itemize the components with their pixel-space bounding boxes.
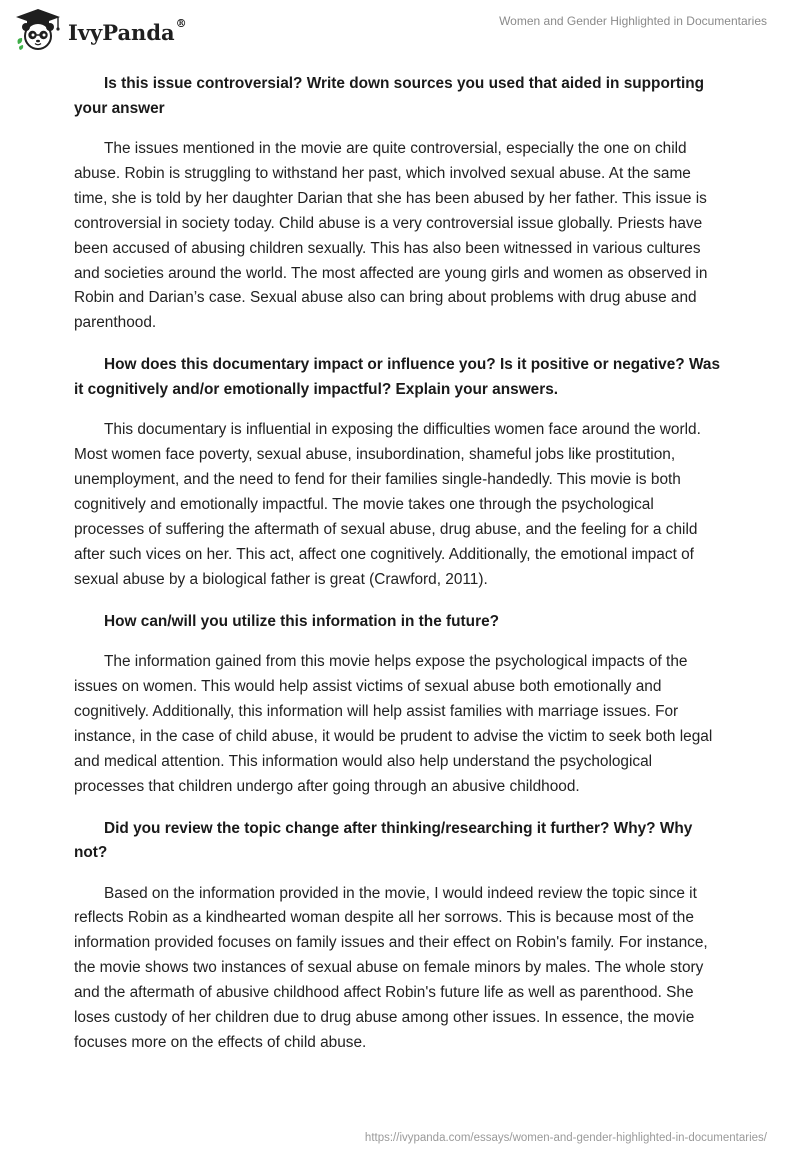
question-heading: Is this issue controversial? Write down sources you used that aided in supporting your answer	[74, 75, 705, 117]
panda-graduate-icon	[14, 8, 62, 52]
source-url[interactable]: https://ivypanda.com/essays/women-and-gender-highlighted-in-documentaries/	[364, 1132, 767, 1144]
answer-paragraph: This documentary is influential in exposing the difficulties women face around the world. Most women face poverty, sexual abuse, insubordination, shameful jobs like prostitution, unemployment, and the need to fend for their families single-handedly. This movie is both cognitively and emotionally impactful. The movie takes one through the psychological processes of suffering the aftermath of sexual abuse, drug abuse, and the feeling for a child after such vices on her. This act, affect one cognitively. Additionally, the emotional impact of sexual abuse by a biological father is great (Crawford, 2011).	[74, 421, 701, 588]
question-heading: Did you review the topic change after thinking/researching it further? Why? Why not?	[74, 819, 693, 862]
page-header	[0, 0, 800, 64]
question-heading: How does this documentary impact or influence you? Is it positive or negative? Was it cognitively and/or emotionally impactful? Explain your answers.	[74, 356, 721, 398]
question-heading: How can/will you utilize this information in the future?	[104, 612, 500, 630]
answer-paragraph: Based on the information provided in the movie, I would indeed review the topic since it reflects Robin as a kindhearted woman despite all her sorrows. This is because most of the information provided focuses on family issues and their effect on Robin's family. For instance, the movie shows two instances of sexual abuse on female minors by males. The whole story and the aftermath of abusive childhood affect Robin's future life as well as parenthood. She loses custody of her children due to drug abuse among other issues. In essence, the movie focuses more on the effects of child abuse.	[74, 884, 708, 1051]
ivypanda-logo[interactable]	[14, 8, 187, 52]
registered-mark: ®	[175, 16, 187, 30]
answer-paragraph: The information gained from this movie helps expose the psychological impacts of the issues on women. This would help assist victims of sexual abuse both emotionally and cognitively. Additionally, this information will help assist families with marriage issues. For instance, in the case of child abuse, it would be prudent to advise the victim to seek both legal and medical attention. This information would also help understand the psychological processes that children undergo after going through an abusive childhood.	[74, 653, 713, 795]
essay-body	[74, 72, 726, 1073]
brand-name: IvyPanda®	[68, 16, 187, 45]
answer-paragraph: The issues mentioned in the movie are quite controversial, especially the one on child abuse. Robin is struggling to withstand her past, which involved sexual abuse. At the same time, she is told by her daughter Darian that she has been abused by her father. This issue is controversial in society today. Child abuse is a very controversial issue globally. Priests have been accused of abusing children sexually. This has also been witnessed in various cultures and societies around the world. The most affected are young girls and women as observed in Robin and Darian’s case. Sexual abuse also can bring about problems with drug abuse and parenthood.	[74, 140, 708, 332]
document-title: Women and Gender Highlighted in Documentaries	[499, 14, 767, 28]
